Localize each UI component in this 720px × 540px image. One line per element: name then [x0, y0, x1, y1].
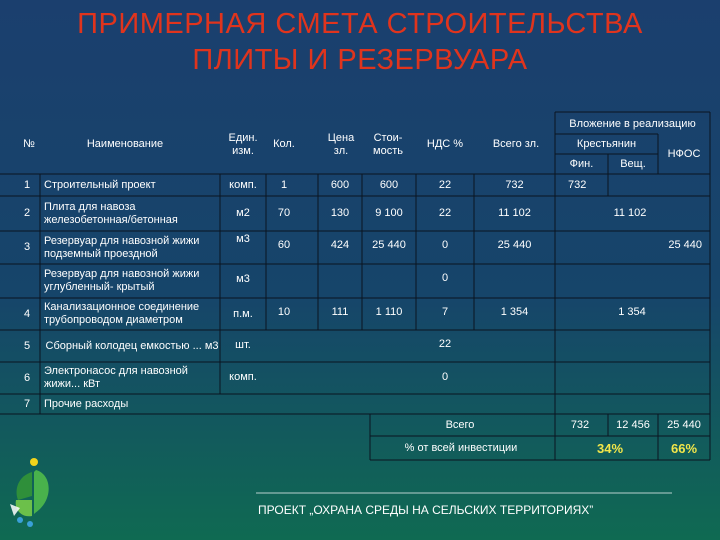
row3-unit: м3: [236, 232, 250, 245]
row2-name: Плита для навоза железобетонная/бетонная: [44, 200, 178, 226]
row6-value: 0: [441, 370, 449, 383]
row4-total: 1 354: [500, 305, 529, 318]
row6-name: Электронасос для навозной жижи... кВт: [44, 365, 188, 390]
row1-price: 600: [330, 178, 350, 191]
row1-qty: 1: [280, 178, 288, 191]
row2-num: 2: [24, 207, 31, 219]
header-nfos: НФОС: [667, 148, 701, 160]
totals-nfos: 25 440: [667, 418, 701, 431]
row5-unit: шт.: [235, 338, 251, 351]
totals-label: Всего: [445, 418, 475, 431]
row6-unit: комп.: [229, 370, 257, 383]
row5-name: Сборный колодец емкостью ... м3: [45, 339, 219, 352]
row3-vat: 0: [441, 238, 449, 251]
project-logo: [6, 456, 54, 528]
row1-cost: 600: [379, 178, 399, 191]
row2-total: 11 102: [498, 207, 531, 219]
title-line-1: ПРИМЕРНАЯ СМЕТА СТРОИТЕЛЬСТВА: [77, 8, 643, 40]
header-farmer: Крестьянин: [576, 138, 637, 150]
row4-unit: п.м.: [233, 307, 253, 320]
row4-price: 111: [331, 305, 349, 318]
title-line-2: ПЛИТЫ И РЕЗЕРВУАРА: [192, 44, 528, 76]
row2-unit: м2: [236, 207, 250, 219]
row3b-unit: м3: [236, 272, 250, 285]
row4-vat: 7: [441, 305, 449, 318]
header-price: Цена зл.: [327, 132, 355, 157]
row1-total: 732: [505, 178, 524, 191]
totals-thing: 12 456: [616, 418, 650, 431]
row5-num: 5: [24, 339, 31, 352]
percent-label: % от всей инвестиции: [404, 441, 518, 454]
row1-name: Строительный проект: [44, 178, 156, 191]
row4-cost: 1 110: [375, 305, 403, 318]
percent-farmer: 34%: [596, 440, 624, 456]
row7-name: Прочие расходы: [44, 397, 129, 410]
header-cost: Стои-мость: [373, 132, 403, 157]
header-num: №: [23, 137, 35, 150]
row3-price: 424: [330, 238, 350, 251]
row1-fin: 732: [568, 178, 587, 191]
row2-cost: 9 100: [375, 207, 403, 219]
header-name: Наименование: [86, 137, 164, 150]
row2-vat: 22: [438, 207, 452, 219]
header-investment: Вложение в реализацию: [569, 117, 696, 130]
row6-num: 6: [24, 371, 31, 384]
row3-cost: 25 440: [372, 238, 406, 251]
row2-qty: 70: [277, 207, 291, 219]
totals-fin: 732: [570, 418, 590, 431]
percent-nfos: 66%: [670, 440, 698, 456]
row4-thing: 1 354: [618, 305, 646, 318]
row1-unit: комп.: [229, 178, 257, 191]
footer-project-name: ПРОЕКТ „ОХРАНА СРЕДЫ НА СЕЛЬСКИХ ТЕРРИТОРИЯХ”: [258, 503, 594, 517]
row3-qty: 60: [277, 238, 291, 251]
row3-total: 25 440: [497, 238, 532, 251]
header-vat: НДС %: [426, 137, 464, 150]
header-fin: Фин.: [569, 158, 594, 170]
row4-num: 4: [24, 307, 31, 320]
row3-num: 3: [24, 241, 31, 253]
row7-num: 7: [24, 397, 31, 410]
header-qty: Кол.: [273, 137, 295, 150]
row1-num: 1: [24, 178, 31, 191]
row1-vat: 22: [438, 178, 452, 191]
header-unit: Един. изм.: [228, 132, 258, 157]
row5-value: 22: [438, 337, 452, 350]
row2-thing: 11 102: [613, 207, 647, 219]
row4-name: Канализационное соединение трубопроводом диаметром: [44, 301, 200, 326]
header-thing: Вещ.: [620, 158, 646, 170]
row2-price: 130: [330, 207, 350, 219]
row3-nfos: 25 440: [668, 238, 702, 251]
header-total: Всего зл.: [492, 137, 540, 150]
row3-name: Резервуар для навозной жижи подземный проездной: [44, 234, 200, 260]
row4-qty: 10: [277, 305, 291, 318]
row3b-name: Резервуар для навозной жижи углубленный- крытый: [44, 268, 200, 293]
row3b-value: 0: [441, 271, 449, 284]
